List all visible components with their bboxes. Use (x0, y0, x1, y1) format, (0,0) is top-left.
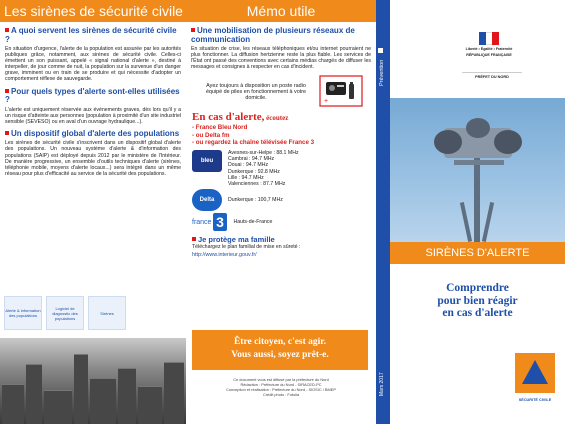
section-heading: A quoi servent les sirènes de sécurité civile ? (5, 26, 177, 44)
france3-numeral-icon (213, 213, 227, 231)
tricolor-flag-icon (479, 32, 499, 45)
diagnostic-logo: Logiciel de diagnostic des populations (46, 296, 84, 330)
france3-logo: france 3 (192, 213, 227, 231)
vertical-label: Prévention (379, 59, 385, 86)
cta-line-2: Vous aussi, soyez prêt-e. (231, 350, 329, 360)
bullet-icon (5, 131, 9, 135)
alert-box (192, 112, 370, 231)
delta-fm-logo: Delta (192, 189, 222, 211)
sirenes-alerte-band: SIRÈNES D'ALERTE (390, 242, 565, 264)
family-section (186, 235, 376, 258)
section-mobilisation (186, 27, 376, 70)
sirenes-logo: Sirènes (88, 296, 126, 330)
section-text: En situation d'urgence, l'alerte de la population est assurée par les autorités publiques grâce, notamment, aux sirènes de sécurité civile. Celles-ci émettent un son puissant, appelé « signal national d'alerte », destiné à interpeller, de jour comme de nuit, la population sur la survenue d'un danger grave, imminent ou en train de se produire et qui nécessite d'adopter un comportement réflexe de sauvegarde. (5, 46, 181, 83)
cover-title: Comprendre pour bien réagir en cas d'alerte (437, 282, 518, 319)
section-text: Les sirènes de sécurité civile s'inscrivent dans un dispositif global d'alerte des populations. Un nouveau système d'alerte & d'information des populations (SAIP) est déployé depuis 2012 par le ministère de l'Intérieur. De manière progressive, un ensemble d'outils techniques d'alerte (sirènes, téléphonie mobile, moyens d'alerte locaux...) sera intégré dans un même réseau pour plus d'efficacité au service de la sécurité des populations. (5, 140, 181, 177)
section-dispositif-global (0, 130, 186, 177)
kit-reminder (186, 70, 376, 108)
section-heading: Pour quels types d'alerte sont-elles utilisées ? (5, 86, 180, 105)
citizen-banner (192, 330, 368, 370)
family-heading: Je protège ma famille (192, 235, 370, 244)
panel-header: Mémo utile (186, 0, 376, 22)
saip-logo: Alerte & information des populations (4, 296, 42, 330)
section-heading: Un dispositif global d'alerte des populations (5, 130, 181, 139)
credits: Ce document vous est diffusé par la préfecture du Nord Rédaction : Préfecture du Nord - SIRACED-PC Conception et réalisation : Préfecture du Nord - SIOSIC / BMEP Crédit photo : Fotolia (226, 377, 336, 397)
section-a-quoi-servent (0, 27, 186, 83)
alert-line-bleu: - France Bleu Nord (192, 124, 248, 132)
france-bleu-logo: bleu (192, 150, 222, 172)
bullet-icon (192, 237, 196, 241)
cta-line-1: Être citoyen, c'est agir. (233, 337, 327, 347)
square-icon (378, 48, 383, 53)
interieur-link[interactable]: http://www.interieur.gouv.fr/ (192, 252, 257, 259)
bullet-icon (5, 28, 9, 32)
panel-cover (376, 0, 565, 424)
alert-line-delta: - ou Delta fm (192, 131, 230, 139)
svg-text:+: + (324, 98, 329, 106)
freq-delta-row (192, 189, 370, 211)
section-heading: Une mobilisation de plusieurs réseaux de communication (191, 26, 355, 44)
vertical-date: Mars 2017 (379, 372, 385, 396)
prefet-label: PRÉFET DU NORD (462, 72, 522, 79)
freq-bleu-row (192, 150, 370, 187)
panel-header: Les sirènes de sécurité civile (0, 0, 186, 22)
saip-logos (0, 288, 186, 338)
securite-civile-label: SÉCURITÉ CIVILE (518, 398, 552, 402)
section-text: L'alerte est uniquement réservée aux événements graves, dès lors qu'il y a un risque d'atteinte aux personnes (population à proximité d'un site industriel sensible (SEVESO) ou en aval d'un ouvrage hydraulique...). (5, 106, 181, 125)
france3-region: Hauts-de-France (233, 219, 273, 226)
section-text: En situation de crise, les réseaux téléphoniques et/ou internet pourraient ne plus fonctionner. La diffusion hertzienne reste la plus fiable. Les services de l'État ont passé des conventions avec certains médias chargés de diffuser les messages et consignes à respecter en cas d'incident. (191, 46, 371, 71)
marianne-logo: Liberté • Égalité • Fraternité RÉPUBLIQUE FRANÇAISE (457, 32, 521, 72)
freq-france3-row (192, 213, 370, 231)
bullet-icon (5, 89, 9, 93)
panel-memo-utile (186, 0, 376, 424)
radio-battery-icon (318, 74, 364, 108)
section-types-alerte (0, 88, 186, 125)
bullet-icon (191, 28, 195, 32)
kit-text: Ayez toujours à disposition un poste radio équipé de piles en fonctionnement à votre domicile. (205, 83, 307, 102)
alert-line-france3: - ou regardez la chaîne télévisée France 3 (192, 138, 315, 146)
freq-list-bleu: Avesnes-sur-Helpe : 88.1 MHz Cambrai : 94.7 MHz Douai : 94.7 MHz Dunkerque : 92.8 MHz Lille : 94.7 MHz Valenciennes : 87.7 MHz (228, 149, 299, 187)
family-text: Téléchargez le plan familial de mise en sûreté : (192, 244, 301, 251)
securite-civile-logo (514, 352, 556, 394)
city-photo (0, 338, 186, 424)
alert-title: En cas d'alerte, écoutez (192, 111, 289, 124)
siren-photo (390, 98, 565, 242)
svg-text:3: 3 (216, 214, 225, 231)
freq-delta: Dunkerque : 100,7 MHz (228, 197, 283, 204)
panel-sirenes (0, 0, 186, 424)
